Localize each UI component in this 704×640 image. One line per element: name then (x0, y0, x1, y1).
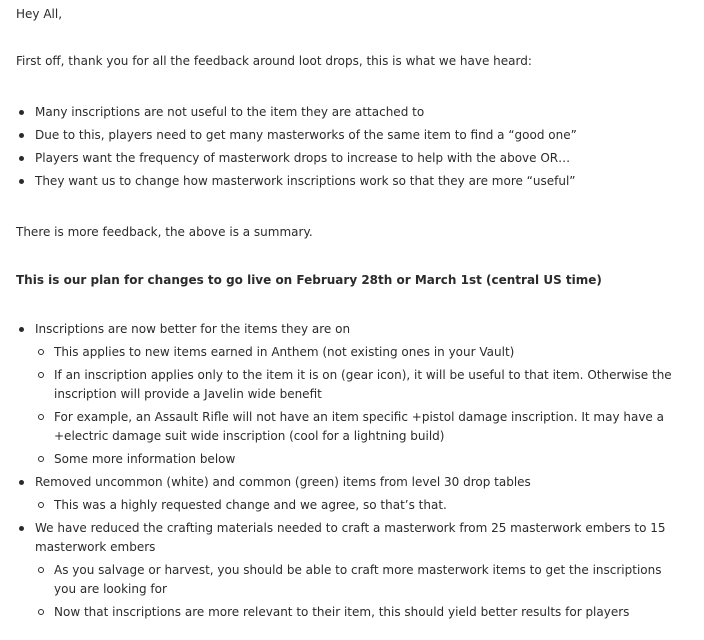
sub-list (35, 561, 686, 622)
list-item: Players want the frequency of masterwork drops to increase to help with the above OR… (16, 149, 686, 168)
list-item: Many inscriptions are not useful to the item they are attached to (16, 103, 686, 122)
intro-paragraph: First off, thank you for all the feedback around loot drops, this is what we have heard: (16, 54, 532, 68)
sub-list-item: Some more information below (35, 450, 686, 469)
list-item: Removed uncommon (white) and common (green) items from level 30 drop tables This was a highly requested change and we agree, so that’s that. (16, 473, 686, 515)
sub-list-item: This was a highly requested change and we agree, so that’s that. (35, 496, 686, 515)
list-item: Inscriptions are now better for the items they are on This applies to new items earned in Anthem (not existing ones in your Vault) If an inscription applies only to the item it is on (gear icon), it will be useful to that item. Otherwise the inscription will provide a Javelin wide benefit For example, an Assault Rifle will not have an item specific +pistol damage inscription. It may have a +electric damage suit wide inscription (cool for a lightning build) Some more information below (16, 320, 686, 469)
sub-list-item: This applies to new items earned in Anthem (not existing ones in your Vault) (35, 343, 686, 362)
list-item: They want us to change how masterwork inscriptions work so that they are more “useful” (16, 172, 686, 191)
sub-list (35, 343, 686, 469)
plan-heading: This is our plan for changes to go live on February 28th or March 1st (central US time) (16, 273, 602, 287)
sub-list-item: As you salvage or harvest, you should be able to craft more masterwork items to get the inscriptions you are looking for (35, 561, 686, 599)
changes-list (16, 320, 686, 622)
sub-list (35, 496, 686, 515)
feedback-list (16, 103, 686, 191)
summary-note: There is more feedback, the above is a summary. (16, 225, 313, 239)
sub-list-item: If an inscription applies only to the item it is on (gear icon), it will be useful to that item. Otherwise the inscription will provide a Javelin wide benefit (35, 366, 686, 404)
sub-list-item: For example, an Assault Rifle will not have an item specific +pistol damage inscription. It may have a +electric damage suit wide inscription (cool for a lightning build) (35, 408, 686, 446)
list-item: Due to this, players need to get many masterworks of the same item to find a “good one” (16, 126, 686, 145)
list-item: We have reduced the crafting materials needed to craft a masterwork from 25 masterwork embers to 15 masterwork embers As you salvage or harvest, you should be able to craft more masterwork items to get the inscriptions you are looking for Now that inscriptions are more relevant to their item, this should yield better results for players (16, 519, 686, 622)
greeting: Hey All, (16, 7, 63, 21)
sub-list-item: Now that inscriptions are more relevant to their item, this should yield better results for players (35, 603, 686, 622)
